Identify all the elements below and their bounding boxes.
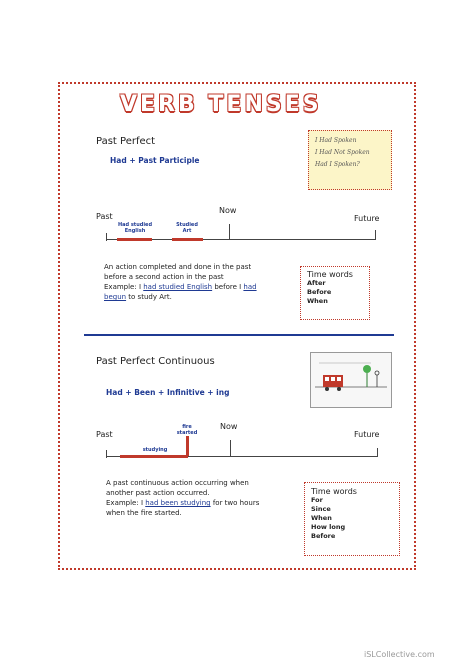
event-label-line: Had studied — [117, 222, 153, 228]
time-word: For — [311, 496, 323, 504]
para-line: A past continuous action occurring when — [106, 479, 249, 487]
para-text: Example: I — [104, 283, 144, 291]
section2-heading: Past Perfect Continuous — [96, 356, 215, 367]
event-label — [166, 222, 208, 234]
timeline-now-marker — [230, 440, 231, 457]
timeline-tick — [106, 233, 107, 241]
event-label-line: English — [124, 228, 146, 234]
para-line: another past action occurred. — [106, 489, 210, 497]
para-line: An action completed and done in the past — [104, 263, 252, 271]
bus-illustration-icon — [311, 353, 391, 407]
time-words-box — [304, 482, 400, 556]
para-line: before a second action in the past — [104, 273, 224, 281]
timeline-now-marker — [229, 224, 230, 240]
event-label: studying — [142, 447, 168, 453]
timeline-past-label: Past — [96, 430, 113, 439]
para-highlight: had — [243, 283, 257, 291]
event-label-line: fire — [182, 424, 192, 430]
timeline-now-label: Now — [220, 422, 238, 431]
para-line: when the fire started. — [106, 509, 182, 517]
section-divider — [84, 334, 394, 336]
time-word: When — [311, 514, 332, 522]
time-word: Before — [311, 532, 336, 540]
timeline-tick — [377, 448, 378, 457]
time-word: When — [307, 297, 328, 305]
event-label — [176, 424, 198, 436]
time-word: How long — [311, 523, 346, 531]
para-text: before I — [212, 283, 244, 291]
fire-marker — [186, 436, 189, 456]
section2-formula: Had + Been + Infinitive + ing — [106, 388, 230, 397]
event-bar — [120, 455, 188, 458]
para-line — [104, 292, 276, 302]
para-text: to study Art. — [126, 293, 172, 301]
footer-watermark: iSLCollective.com — [364, 650, 435, 659]
timeline-past-label: Past — [96, 212, 113, 221]
time-words-box — [300, 266, 370, 320]
event-bar — [117, 238, 152, 241]
time-words-title: Time words — [307, 270, 353, 279]
note-line: Had I Spoken? — [315, 161, 360, 168]
timeline-now-label: Now — [219, 206, 237, 215]
timeline-future-label: Future — [354, 430, 380, 439]
para-text: Example: I — [106, 499, 146, 507]
section1-explanation — [104, 262, 276, 302]
event-label-line: started — [176, 430, 198, 436]
timeline-future-label: Future — [354, 214, 380, 223]
section1-formula: Had + Past Participle — [110, 156, 200, 165]
note-line: I Had Spoken — [315, 137, 357, 144]
para-line — [104, 282, 276, 292]
page-title: VERB TENSES — [120, 92, 322, 117]
section1-heading: Past Perfect — [96, 136, 156, 147]
time-word: Since — [311, 505, 331, 513]
timeline-tick — [106, 450, 107, 458]
example-note — [308, 130, 392, 190]
illustration-image — [310, 352, 392, 408]
note-line: I Had Not Spoken — [315, 149, 370, 156]
timeline-tick — [375, 230, 376, 240]
para-highlight: had been studying — [145, 499, 211, 507]
event-bar — [172, 238, 203, 241]
para-highlight: begun — [104, 293, 127, 301]
para-line — [106, 498, 294, 508]
event-label-line: Studied — [176, 222, 198, 228]
time-word: After — [307, 279, 326, 287]
section2-explanation — [106, 478, 294, 518]
para-text: for two hours — [210, 499, 260, 507]
para-highlight: had studied English — [143, 283, 213, 291]
event-label-line: Art — [182, 228, 192, 234]
time-words-title: Time words — [311, 487, 357, 496]
event-label — [112, 222, 158, 234]
time-word: Before — [307, 288, 332, 296]
